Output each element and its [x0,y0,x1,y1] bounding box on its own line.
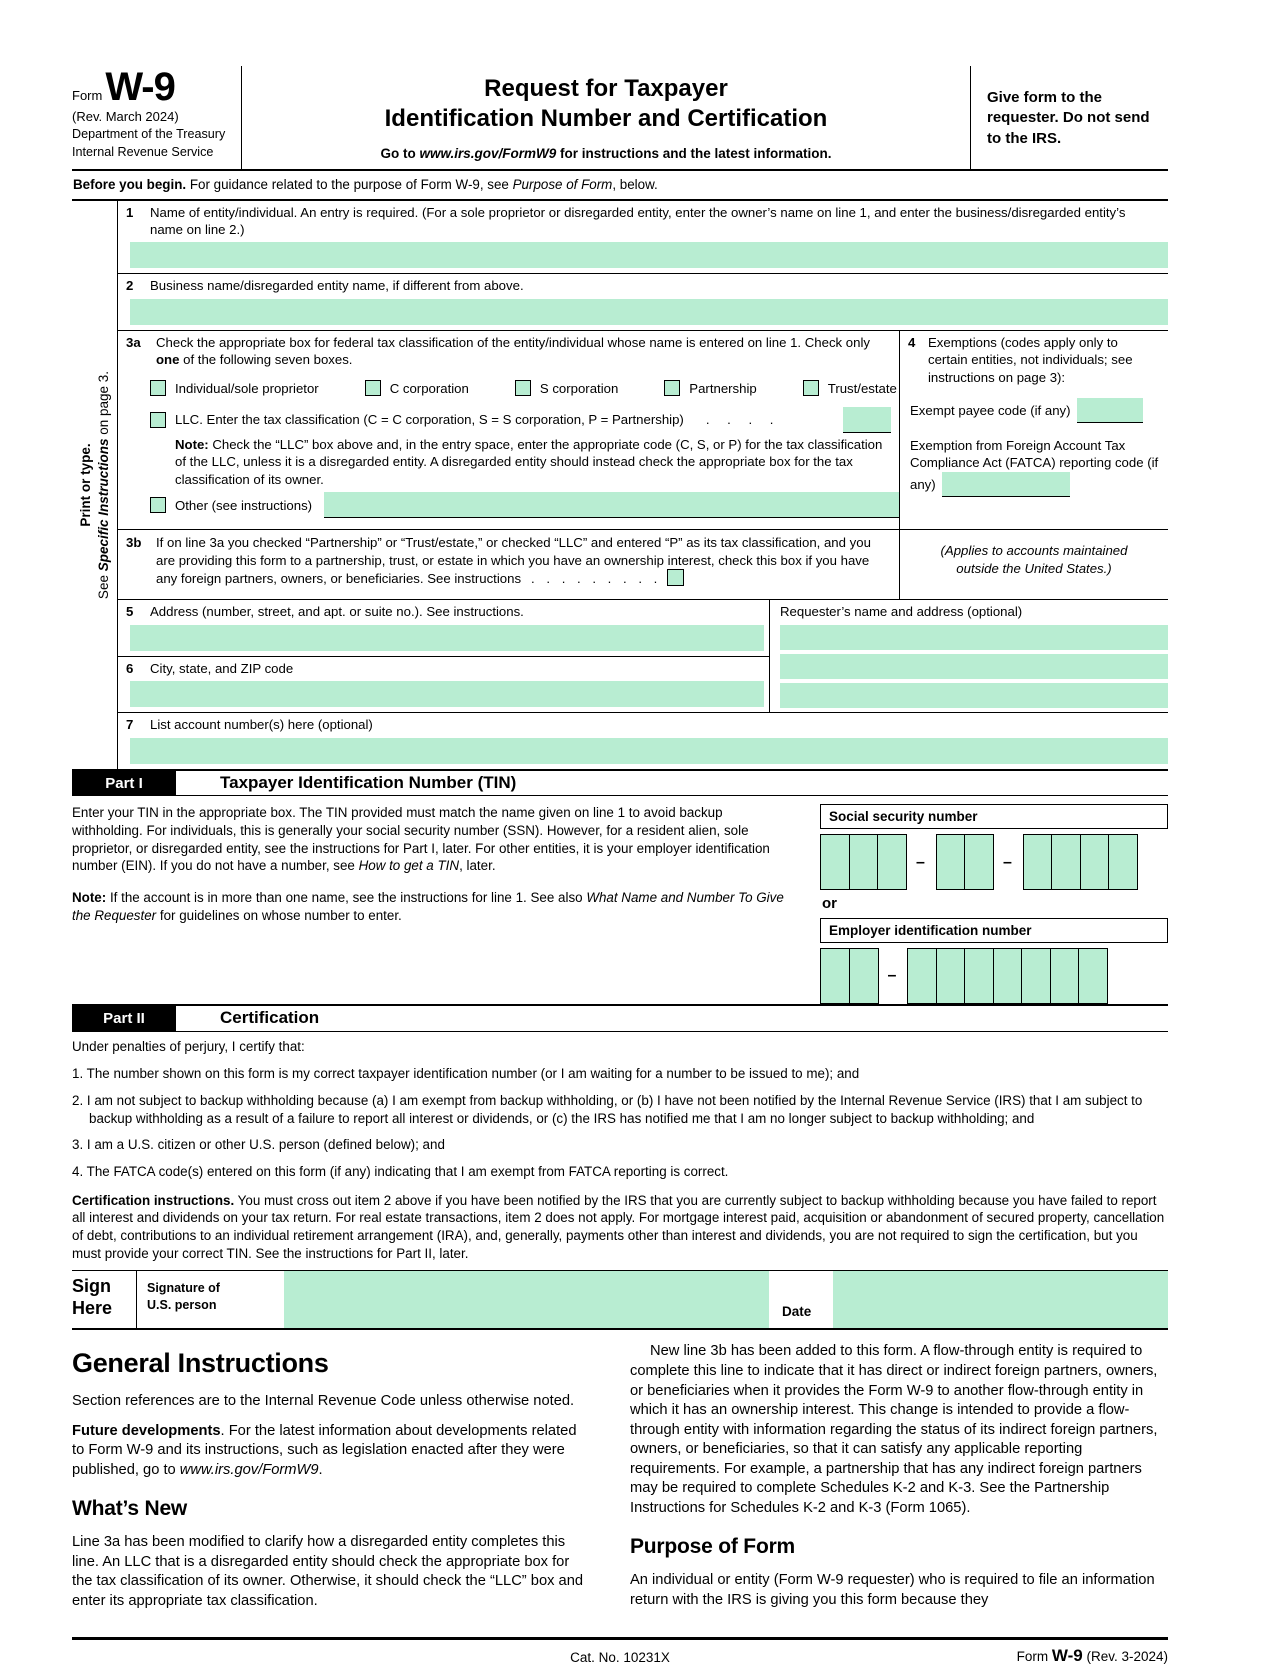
exempt-payee-row [910,398,1160,423]
part1-heading: Taxpayer Identification Number (TIN) [220,772,517,792]
llc-dot-leaders: . . . . [705,412,774,428]
form-number: W-9 [105,65,175,109]
part1-note: Note: If the account is in more than one name, see the instructions for line 1. See also What Name and Number To Give the Requester for guidelines on whose number to enter. [72,890,784,923]
signature-field[interactable] [284,1271,769,1328]
line-3b-label: If on line 3a you checked “Partnership” or “Trust/estate,” or checked “LLC” and entered “P” as its tax classification, and you are providing this form to a partnership, trust, or estate in which you have an ownership interest, check this box if you have any foreign partners, owners, or beneficiaries. See instructions . . . . . . . . . [156,535,871,587]
fatca-row [910,437,1160,497]
part2-heading: Certification [220,1008,320,1028]
label-trust-estate: Trust/estate [827,380,897,396]
ein-digit-box-8[interactable] [1050,948,1080,1004]
certification-item-3: 3. I am a U.S. citizen or other U.S. person (defined below); and [72,1137,445,1153]
sidebar-print-or-type: Print or type. [77,442,93,527]
form-identity [72,66,242,169]
ssn-dash-2: – [1003,853,1012,871]
line-4 [900,331,1168,530]
certification-intro: Under penalties of perjury, I certify that: [72,1038,305,1054]
ssn-digit-box-5[interactable] [964,834,994,890]
purpose-of-form-heading: Purpose of Form [630,1535,796,1559]
ein-dash: – [887,967,897,985]
checkbox-c-corporation[interactable] [365,380,381,396]
form-header [72,66,1168,171]
fatca-code-field[interactable] [942,472,1070,497]
checkbox-partnership[interactable] [664,380,680,396]
checkbox-llc[interactable] [150,412,166,428]
certification-item-2: 2. I am not subject to backup withholding because (a) I am exempt from backup withholding, or (b) I have not been notified by the Internal Revenue Service (IRS) that I am subject to backup withholding as a result of a failure to report all interest or dividends, or (c) the IRS has notified me that I am no longer subject to backup withholding; and [72,1092,1143,1126]
line-3a-note: Note: Check the “LLC” box above and, in the entry space, enter the appropriate code (C, S, or P) for the tax classification of the LLC, unless it is a disregarded entity. A disregarded entity should instead check the appropriate box for the tax classification of its owner. [175,437,883,487]
form-footer-reference: Form W-9 (Rev. 3-2024) [1016,1646,1168,1666]
line-5-number: 5 [126,604,134,620]
line-2 [118,274,1168,330]
form-body [72,201,1168,769]
line-1-name-field[interactable] [130,242,1168,268]
or-label: or [822,895,837,913]
before-begin-italic: Purpose of Form [512,176,613,192]
label-s-corporation: S corporation [539,380,619,396]
checkbox-foreign-partners[interactable] [667,569,684,586]
line-6 [118,657,769,707]
part2-label: Part II [72,1006,176,1031]
llc-classification-entry-field[interactable] [843,407,891,433]
form-word: Form [72,88,103,103]
future-developments-paragraph: Future developments. For the latest information about developments related to Form W-9 and its instructions, such as legislation enacted after they were published, go to www.irs.gov/FormW9. [72,1422,577,1478]
label-other: Other (see instructions) [175,497,313,513]
ein-digit-box-1[interactable] [820,948,850,1004]
form-title-line2: Identification Number and Certification [384,105,828,132]
line-1-label: Name of entity/individual. An entry is required. (For a sole proprietor or disregarded entity, enter the owner’s name on line 1, and enter the business/disregarded entity’s name on line 2.) [150,204,1126,237]
line-6-number: 6 [126,660,134,676]
line-7-label: List account number(s) here (optional) [150,717,373,733]
department-line-2: Internal Revenue Service [72,144,214,159]
checkbox-individual-sole-proprietor[interactable] [150,380,166,396]
ssn-digit-box-3[interactable] [877,834,907,890]
whats-new-heading: What’s New [72,1497,188,1521]
give-form-notice: Give form to the requester. Do not send to the IRS. [970,66,1168,169]
label-individual-sole-proprietor: Individual/sole proprietor [175,380,319,396]
whats-new-paragraph: Line 3a has been modified to clarify how a disregarded entity completes this line. An LLC that is a disregarded entity should check the appropriate box for the tax classification of its owner. Otherwise, it should check the “LLC” box and enter its appropriate tax classification. [72,1533,584,1609]
line-3b [118,529,899,599]
line-3a-label: Check the appropriate box for federal tax classification of the entity/individual whose name is entered on line 1. Check only one of the following seven boxes. [156,334,870,368]
form-main [117,201,1168,769]
irs-url-link[interactable]: www.irs.gov/FormW9 [419,146,557,161]
line-3a-number: 3a [126,334,141,350]
department-line-1: Department of the Treasury [72,127,226,142]
form-title [252,74,960,134]
ssn-digit-box-2[interactable] [849,834,879,890]
certification-instructions: Certification instructions. You must cross out item 2 above if you have been notified by the IRS that you are currently subject to backup withholding because you have failed to report all interest and dividends on your tax return. For real estate transactions, item 2 does not apply. For mortgage interest paid, acquisition or abandonment of secured property, cancellation of debt, contributions to an individual retirement arrangement (IRA), and, generally, payments other than interest and dividends, you are not required to sign the certification, but you must provide your correct TIN. See the instructions for Part II, later. [72,1192,1165,1261]
form-title-block [242,66,970,169]
fatca-label: Exemption from Foreign Account Tax Compliance Act (FATCA) reporting code (if any) [910,438,1159,492]
other-entry-field[interactable] [324,492,899,518]
new-line-3b-paragraph: New line 3b has been added to this form. A flow-through entity is required to complete this line to indicate that it has direct or indirect foreign partners, owners, or beneficiaries when it provides the Form W-9 to another flow-through entity in which it has an ownership interest. This change is intended to provide a flow-through entity with information regarding the status of its indirect foreign partners, owners, or beneficiaries, so that it can satisfy any applicable reporting requirements. For example, a partnership that has any indirect foreign partners may be required to complete Schedules K-2 and K-3. See the Partnership Instructions for Schedules K-2 and K-3 (Form 1065). [630,1343,1158,1516]
ein-boxes [820,948,1168,1004]
line-7 [118,713,1168,763]
line-3b-dot-leaders: . . . . . . . . . [531,571,658,587]
ssn-digit-box-8[interactable] [1080,834,1110,890]
checkbox-trust-estate[interactable] [803,380,819,396]
page-footer [72,1637,1168,1677]
line-7-number: 7 [126,717,134,733]
part2-content [72,1032,1168,1271]
checkbox-other[interactable] [150,497,166,513]
ssn-digit-box-6[interactable] [1023,834,1053,890]
part1-bar [72,769,1168,797]
line-4-column [900,331,1168,600]
instructions-section [72,1342,1168,1621]
part1-content [72,796,1168,1003]
ein-label: Employer identification number [820,918,1168,943]
line-3b-number: 3b [126,535,142,551]
line-3-4-region [118,331,1168,601]
goto-instructions [252,145,960,163]
ssn-digit-box-1[interactable] [820,834,850,890]
requester-address-field-1[interactable] [780,654,1168,679]
ein-digit-box-9[interactable] [1078,948,1108,1004]
line-5-6-region [118,600,1168,713]
goto-pre: Go to [380,146,420,161]
ssn-digit-box-7[interactable] [1051,834,1081,890]
exempt-payee-code-field[interactable] [1077,398,1143,423]
requester-address-field-2[interactable] [780,683,1168,708]
date-field[interactable] [833,1271,1168,1328]
form-title-line1: Request for Taxpayer [484,75,728,102]
line-2-number: 2 [126,278,134,294]
ein-digit-box-3[interactable] [907,948,937,1004]
ein-digit-box-5[interactable] [964,948,994,1004]
certification-item-1: 1. The number shown on this form is my correct taxpayer identification number (or I am waiting for a number to be issued to me); and [72,1066,860,1082]
purpose-of-form-paragraph: An individual or entity (Form W-9 requester) who is required to file an information return with the IRS is giving you this form because they [630,1572,1155,1608]
ssn-digit-box-4[interactable] [936,834,966,890]
exempt-payee-label: Exempt payee code (if any) [910,403,1071,419]
ein-digit-box-2[interactable] [849,948,879,1004]
catalog-number: Cat. No. 10231X [570,1650,670,1666]
applies-outside-us-note: (Applies to accounts maintained outside the United States.) [900,529,1168,599]
line-4-label: Exemptions (codes apply only to certain entities, not individuals; see instructions on page 3): [928,334,1133,385]
requester-label: Requester’s name and address (optional) [780,604,1023,620]
account-numbers-field[interactable] [130,738,1168,764]
certification-item-4: 4. The FATCA code(s) entered on this form (if any) indicating that I am exempt from FATCA reporting is correct. [72,1164,729,1180]
goto-post: for instructions and the latest information. [556,146,832,161]
line-1 [118,201,1168,275]
before-begin-text: For guidance related to the purpose of Form W-9, see [186,176,513,192]
section-references-paragraph: Section references are to the Internal Revenue Code unless otherwise noted. [72,1393,575,1410]
city-state-zip-field[interactable] [130,681,764,707]
tin-entry-area [820,804,1168,1003]
before-begin-end: , below. [612,176,658,192]
line-6-label: City, state, and ZIP code [150,660,294,676]
line-3a [118,331,899,530]
ein-digit-box-6[interactable] [993,948,1023,1004]
ein-digit-box-4[interactable] [936,948,966,1004]
line-2-business-name-field[interactable] [130,299,1168,325]
address-field[interactable] [130,625,764,651]
line-1-number: 1 [126,204,134,220]
part2-bar [72,1004,1168,1032]
before-you-begin [72,171,1168,201]
signature-of-label: Signature of U.S. person [136,1271,284,1328]
ssn-boxes [820,834,1168,890]
requester-name-field[interactable] [780,625,1168,650]
print-or-type-sidebar [72,201,117,769]
sign-here-label: Sign Here [72,1276,113,1319]
date-label: Date [782,1303,812,1319]
line-2-label: Business name/disregarded entity name, if different from above. [150,278,524,294]
label-llc: LLC. Enter the tax classification (C = C corporation, S = S corporation, P = Partnership) [175,412,684,428]
ssn-label: Social security number [820,804,1168,829]
requester-block [770,600,1168,712]
part1-label: Part I [72,771,176,796]
label-partnership: Partnership [689,380,757,396]
label-c-corporation: C corporation [389,380,469,396]
line-4-number: 4 [908,334,916,350]
before-begin-bold: Before you begin. [73,176,187,192]
general-instructions-heading: General Instructions [72,1348,329,1379]
form-revision: (Rev. March 2024) [72,109,179,124]
checkbox-s-corporation[interactable] [515,380,531,396]
line-5-label: Address (number, street, and apt. or suite no.). See instructions. [150,604,524,620]
ssn-digit-box-9[interactable] [1108,834,1138,890]
part1-paragraph: Enter your TIN in the appropriate box. The TIN provided must match the name given on line 1 to avoid backup withholding. For individuals, this is generally your social security number (SSN). However, for a resident alien, sole proprietor, or disregarded entity, see the instructions for Part I, later. For other entities, it is your employer identification number (EIN). If you do not have a number, see How to get a TIN, later. [72,805,770,874]
sign-here-row [72,1270,1168,1330]
ssn-dash-1: – [916,853,925,871]
ein-digit-box-7[interactable] [1021,948,1051,1004]
sidebar-see-instructions: See Specific Instructions on page 3. [95,370,111,599]
line-5 [118,600,769,656]
